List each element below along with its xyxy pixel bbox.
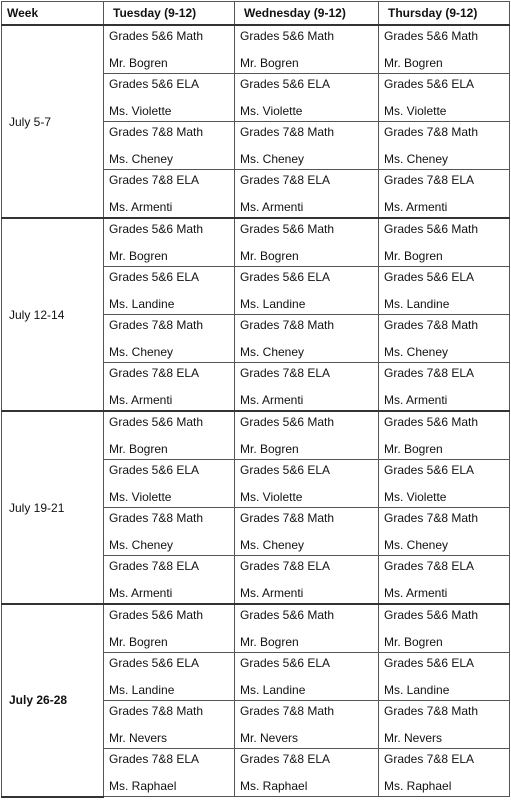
session-subject: Grades 7&8 ELA (384, 173, 475, 187)
session-cell (235, 701, 379, 749)
session-subject: Grades 7&8 ELA (240, 559, 331, 573)
session-cell (379, 604, 510, 653)
session-cell (104, 460, 235, 508)
session-teacher: Ms. Armenti (109, 586, 173, 600)
table-row (2, 218, 510, 267)
session-teacher: Mr. Bogren (109, 249, 168, 263)
session-teacher: Mr. Bogren (384, 442, 443, 456)
session-teacher: Ms. Cheney (109, 538, 174, 552)
session-cell (104, 315, 235, 363)
header-tuesday: Tuesday (9-12) (104, 2, 235, 26)
session-subject: Grades 5&6 ELA (240, 463, 331, 477)
session-cell (235, 267, 379, 315)
session-subject: Grades 5&6 ELA (384, 77, 475, 91)
session-cell (235, 604, 379, 653)
session-cell (235, 556, 379, 605)
session-subject: Grades 5&6 ELA (384, 656, 475, 670)
session-subject: Grades 5&6 Math (240, 29, 335, 43)
session-cell (104, 218, 235, 267)
session-cell (104, 556, 235, 605)
session-teacher: Ms. Armenti (384, 200, 448, 214)
session-subject: Grades 5&6 Math (384, 415, 479, 429)
table-row (2, 25, 510, 74)
session-teacher: Ms. Cheney (384, 152, 449, 166)
session-cell (235, 508, 379, 556)
session-subject: Grades 7&8 Math (384, 704, 479, 718)
session-cell (235, 411, 379, 460)
session-teacher: Ms. Violette (109, 490, 172, 504)
session-cell (104, 604, 235, 653)
session-cell (235, 74, 379, 122)
session-teacher: Ms. Cheney (109, 152, 174, 166)
session-cell (104, 653, 235, 701)
session-subject: Grades 5&6 Math (109, 608, 204, 622)
session-cell (104, 74, 235, 122)
week-label: July 12-14 (2, 218, 104, 411)
session-subject: Grades 7&8 Math (384, 511, 479, 525)
session-subject: Grades 5&6 Math (240, 222, 335, 236)
session-subject: Grades 5&6 Math (109, 415, 204, 429)
session-teacher: Mr. Bogren (384, 56, 443, 70)
session-cell (379, 25, 510, 74)
session-cell (379, 508, 510, 556)
session-cell (104, 411, 235, 460)
session-subject: Grades 5&6 Math (109, 222, 204, 236)
session-cell (104, 749, 235, 797)
session-teacher: Mr. Bogren (109, 635, 168, 649)
session-subject: Grades 7&8 ELA (240, 173, 331, 187)
session-teacher: Mr. Bogren (240, 442, 299, 456)
session-cell (235, 218, 379, 267)
session-cell (379, 363, 510, 412)
session-cell (104, 508, 235, 556)
session-cell (235, 25, 379, 74)
session-cell (104, 25, 235, 74)
session-cell (235, 749, 379, 797)
schedule-table (1, 1, 510, 798)
session-teacher: Mr. Bogren (384, 635, 443, 649)
session-teacher: Ms. Violette (384, 104, 447, 118)
session-subject: Grades 7&8 Math (240, 704, 335, 718)
session-cell (104, 363, 235, 412)
session-subject: Grades 5&6 ELA (240, 77, 331, 91)
session-subject: Grades 5&6 Math (240, 608, 335, 622)
session-subject: Grades 7&8 ELA (240, 752, 331, 766)
session-subject: Grades 7&8 Math (384, 125, 479, 139)
session-cell (379, 749, 510, 797)
session-subject: Grades 5&6 ELA (109, 77, 200, 91)
session-subject: Grades 7&8 ELA (384, 559, 475, 573)
session-cell (104, 267, 235, 315)
session-cell (379, 170, 510, 219)
table-row (2, 604, 510, 653)
header-wednesday: Wednesday (9-12) (235, 2, 379, 26)
header-thursday: Thursday (9-12) (379, 2, 510, 26)
session-subject: Grades 7&8 ELA (109, 173, 200, 187)
session-teacher: Ms. Cheney (240, 345, 305, 359)
session-cell (379, 411, 510, 460)
session-teacher: Ms. Armenti (384, 393, 448, 407)
session-teacher: Mr. Bogren (109, 442, 168, 456)
session-subject: Grades 5&6 ELA (240, 656, 331, 670)
week-label: July 26-28 (2, 604, 104, 797)
session-cell (235, 170, 379, 219)
session-teacher: Ms. Violette (240, 104, 303, 118)
session-subject: Grades 7&8 ELA (109, 559, 200, 573)
session-cell (379, 267, 510, 315)
session-teacher: Mr. Bogren (240, 56, 299, 70)
session-cell (379, 556, 510, 605)
session-subject: Grades 5&6 ELA (384, 463, 475, 477)
session-teacher: Mr. Bogren (384, 249, 443, 263)
session-subject: Grades 7&8 ELA (384, 752, 475, 766)
session-cell (235, 363, 379, 412)
session-teacher: Ms. Raphael (384, 779, 452, 793)
session-subject: Grades 7&8 ELA (240, 366, 331, 380)
session-teacher: Mr. Bogren (240, 249, 299, 263)
session-teacher: Ms. Violette (109, 104, 172, 118)
session-subject: Grades 7&8 Math (109, 318, 204, 332)
session-teacher: Ms. Armenti (109, 393, 173, 407)
session-teacher: Ms. Landine (384, 683, 450, 697)
session-subject: Grades 5&6 Math (384, 222, 479, 236)
session-subject: Grades 5&6 ELA (384, 270, 475, 284)
session-subject: Grades 7&8 Math (109, 511, 204, 525)
week-label: July 5-7 (2, 25, 104, 218)
session-teacher: Mr. Nevers (384, 731, 443, 745)
session-teacher: Ms. Landine (240, 683, 306, 697)
session-teacher: Mr. Nevers (240, 731, 299, 745)
session-teacher: Mr. Bogren (240, 635, 299, 649)
session-teacher: Ms. Raphael (240, 779, 308, 793)
session-cell (104, 701, 235, 749)
session-subject: Grades 5&6 Math (240, 415, 335, 429)
session-subject: Grades 7&8 Math (109, 704, 204, 718)
session-cell (235, 122, 379, 170)
schedule-body (2, 25, 510, 797)
session-teacher: Mr. Bogren (109, 56, 168, 70)
session-teacher: Ms. Cheney (384, 345, 449, 359)
session-subject: Grades 5&6 ELA (240, 270, 331, 284)
session-subject: Grades 5&6 ELA (109, 656, 200, 670)
session-cell (235, 315, 379, 363)
session-subject: Grades 7&8 Math (109, 125, 204, 139)
session-teacher: Mr. Nevers (109, 731, 168, 745)
session-subject: Grades 5&6 ELA (109, 270, 200, 284)
session-teacher: Ms. Armenti (240, 586, 304, 600)
session-teacher: Ms. Landine (109, 297, 175, 311)
session-teacher: Ms. Armenti (240, 393, 304, 407)
session-cell (379, 701, 510, 749)
session-teacher: Ms. Cheney (240, 538, 305, 552)
session-cell (379, 653, 510, 701)
session-cell (379, 218, 510, 267)
session-subject: Grades 7&8 Math (240, 318, 335, 332)
session-teacher: Ms. Armenti (240, 200, 304, 214)
session-subject: Grades 7&8 ELA (109, 752, 200, 766)
session-teacher: Ms. Landine (384, 297, 450, 311)
session-teacher: Ms. Landine (240, 297, 306, 311)
session-teacher: Ms. Cheney (384, 538, 449, 552)
session-teacher: Ms. Landine (109, 683, 175, 697)
session-teacher: Ms. Raphael (109, 779, 177, 793)
session-cell (104, 170, 235, 219)
session-subject: Grades 5&6 Math (384, 608, 479, 622)
table-row (2, 411, 510, 460)
session-teacher: Ms. Violette (384, 490, 447, 504)
session-cell (104, 122, 235, 170)
session-subject: Grades 7&8 Math (384, 318, 479, 332)
session-teacher: Ms. Armenti (109, 200, 173, 214)
header-week: Week (2, 2, 104, 26)
session-subject: Grades 5&6 ELA (109, 463, 200, 477)
session-subject: Grades 5&6 Math (109, 29, 204, 43)
session-subject: Grades 7&8 Math (240, 511, 335, 525)
session-cell (379, 460, 510, 508)
session-cell (379, 122, 510, 170)
session-teacher: Ms. Cheney (240, 152, 305, 166)
session-teacher: Ms. Violette (240, 490, 303, 504)
session-subject: Grades 7&8 ELA (384, 366, 475, 380)
session-subject: Grades 7&8 Math (240, 125, 335, 139)
session-cell (379, 74, 510, 122)
session-cell (235, 653, 379, 701)
session-teacher: Ms. Armenti (384, 586, 448, 600)
session-subject: Grades 5&6 Math (384, 29, 479, 43)
session-cell (235, 460, 379, 508)
week-label: July 19-21 (2, 411, 104, 604)
session-subject: Grades 7&8 ELA (109, 366, 200, 380)
header-row (2, 2, 510, 26)
session-teacher: Ms. Cheney (109, 345, 174, 359)
session-cell (379, 315, 510, 363)
